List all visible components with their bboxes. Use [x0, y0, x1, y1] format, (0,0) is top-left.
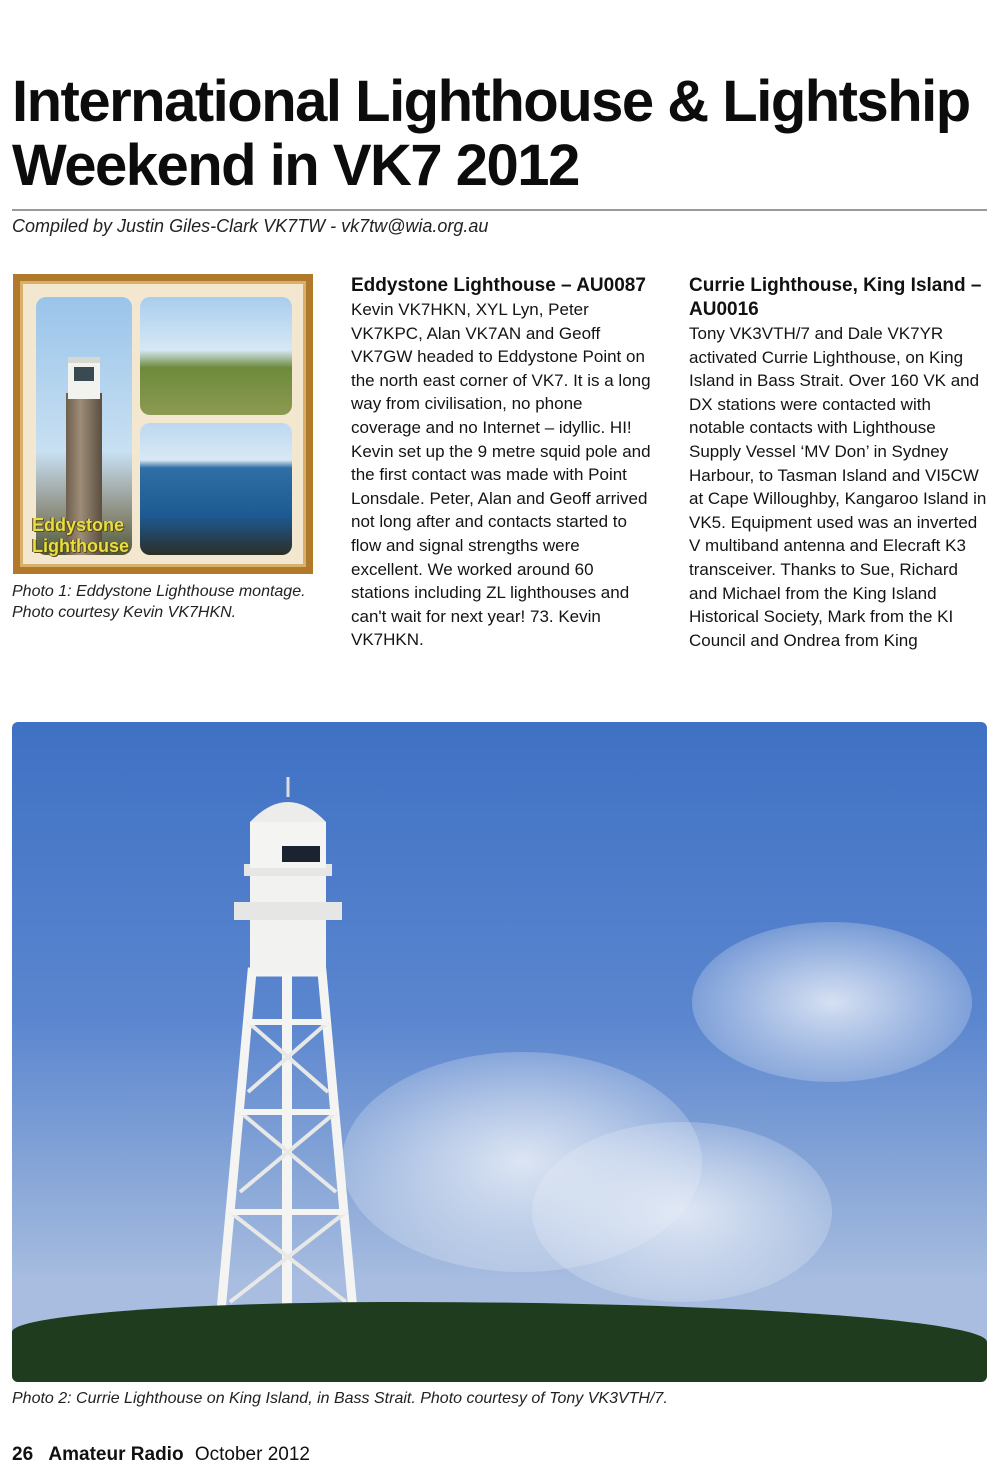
gallery-lower — [234, 902, 342, 920]
issue-date: October 2012 — [194, 1444, 310, 1465]
photo-1-montage — [13, 274, 313, 574]
section-heading: Eddystone Lighthouse – AU0087 — [351, 275, 646, 296]
section-eddystone — [351, 274, 651, 652]
title-line-1: International Lighthouse & Lightship — [12, 69, 970, 134]
page-footer — [12, 1443, 912, 1467]
montage-overlay-line-2: Lighthouse — [32, 536, 129, 556]
photo-2-caption: Photo 2: Currie Lighthouse on King Island, in Bass Strait. Photo courtesy of Tony VK3VTH/7. — [12, 1390, 668, 1407]
lantern-window-shape — [74, 367, 94, 381]
section-currie — [689, 274, 987, 652]
photo-1-caption: Photo 1: Eddystone Lighthouse montage. Photo courtesy Kevin VK7HKN. — [12, 583, 306, 621]
montage-overlay-line-1: Eddystone — [32, 515, 125, 535]
section-heading: Currie Lighthouse, King Island – AU0016 — [689, 275, 982, 320]
title-line-2: Weekend in VK7 2012 — [12, 133, 579, 198]
section-body: Tony VK3VTH/7 and Dale VK7YR activated Currie Lighthouse, on King Island in Bass Strait. Over 160 VK and DX stations were contacted with notable contacts with Lighthouse Supply Vessel ‘MV Don’ in Sydney Harbour, to Tasman Island and VI5CW at Cape Willoughby, Kangaroo Island in VK5. Equipment used was an inverted V multiband antenna and Elecraft K3 transceiver. Thanks to Sue, Richard and Michael from the King Island Historical Society, Mark from the KI Council and Ondrea from King — [689, 324, 987, 650]
montage-overlay-text — [32, 515, 182, 557]
montage-campsite-photo — [140, 297, 292, 415]
page-number: 26 — [12, 1444, 34, 1465]
byline: Compiled by Justin Giles-Clark VK7TW - vk7tw@wia.org.au — [12, 209, 987, 238]
lantern-dome — [250, 802, 326, 822]
lantern-window — [282, 846, 320, 862]
lighthouse-illustration — [12, 722, 987, 1382]
photo-2-currie-lighthouse — [12, 722, 987, 1382]
article-title — [12, 70, 972, 198]
tower-upper-body — [250, 872, 326, 972]
publication-name: Amateur Radio — [48, 1444, 184, 1465]
section-body: Kevin VK7HKN, XYL Lyn, Peter VK7KPC, Alan VK7AN and Geoff VK7GW headed to Eddystone Point on the north east corner of VK7. It is a long way from civilisation, no phone coverage and no Internet – idyllic. HI! Kevin set up the 9 metre squid pole and the first contact was made with Point Lonsdale. Peter, Alan and Geoff arrived not long after and contacts started to flow and signal strengths were excellent. We worked around 60 stations including ZL lighthouses and can't wait for next year! 73. Kevin VK7HKN. — [351, 300, 651, 650]
